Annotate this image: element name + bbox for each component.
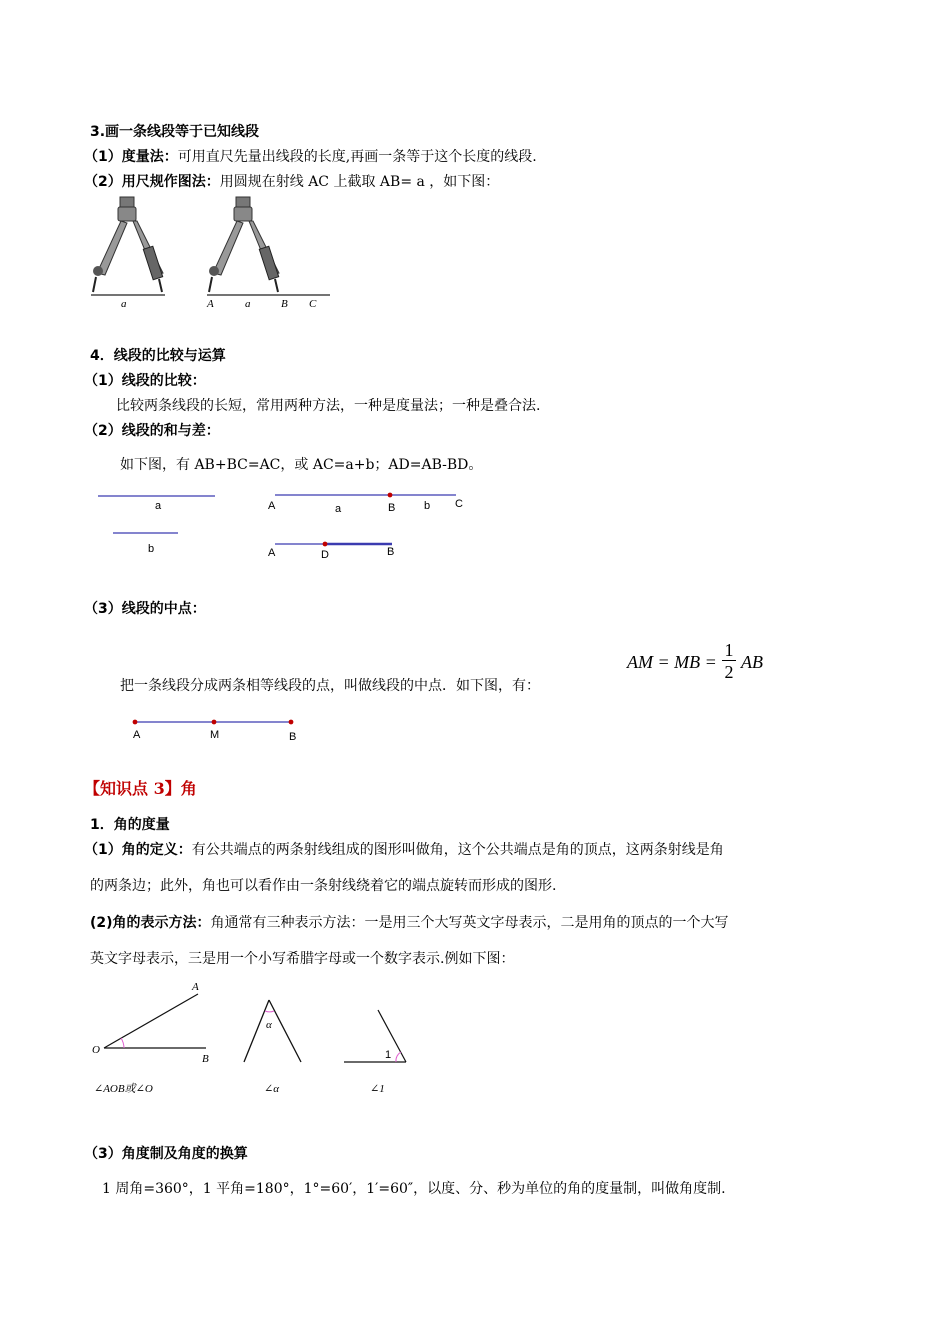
mid-label-M: M bbox=[210, 729, 220, 741]
fig-right-label-B: B bbox=[281, 298, 288, 310]
angle-definition-label: （1）角的定义： bbox=[84, 842, 192, 858]
formula-right: AB bbox=[741, 652, 763, 672]
point-M bbox=[212, 720, 217, 725]
sub-compare-text: 比较两条线段的长短，常用两种方法，一种是度量法；一种是叠合法. bbox=[116, 398, 541, 414]
line1-label-C: C bbox=[455, 498, 463, 510]
line2-label-B: B bbox=[387, 546, 395, 558]
line2-label-A: A bbox=[268, 547, 276, 559]
formula-left: AM = MB = bbox=[627, 652, 717, 672]
formula-numerator: 1 bbox=[724, 640, 734, 660]
fig3-label-1: 1 bbox=[385, 1049, 392, 1061]
sub-compare-label: （1）线段的比较： bbox=[84, 373, 206, 389]
angle-representation-text-1: 角通常有三种表示方法：一是用三个大写英文字母表示，二是用角的顶点的一个大写 bbox=[210, 915, 729, 931]
midpoint-figure bbox=[128, 715, 328, 745]
section-3-title: 3.画一条线段等于已知线段 bbox=[90, 124, 260, 140]
fig-right-label-a: a bbox=[245, 298, 251, 310]
fig1-caption: ∠AOB或∠O bbox=[94, 1083, 153, 1095]
item-compass bbox=[84, 171, 499, 191]
line1-label-A: A bbox=[268, 500, 276, 512]
sub-sum-label: （2）线段的和与差： bbox=[84, 423, 220, 439]
fig1-label-B: B bbox=[202, 1053, 209, 1065]
point-B bbox=[289, 720, 294, 725]
arc-AOB bbox=[121, 1038, 124, 1048]
fig1-label-A: A bbox=[192, 981, 199, 993]
item-compass-text: 用圆规在射线 AC 上截取 AB= a ，如下图： bbox=[219, 174, 500, 190]
angle-unit-text: 1 周角=360°，1 平角=180°，1°=60′，1′=60″，以度、分、秒为单位的角的度量制，叫做角度制. bbox=[102, 1181, 726, 1197]
fig2-label-alpha: α bbox=[266, 1019, 272, 1031]
formula-fraction bbox=[722, 640, 736, 683]
angle-unit-label: （3）角度制及角度的换算 bbox=[84, 1146, 248, 1162]
fig3-caption: ∠1 bbox=[370, 1083, 385, 1095]
segment-b-label: b bbox=[148, 543, 155, 555]
point-D bbox=[323, 542, 328, 547]
line1-label-b: b bbox=[424, 500, 431, 512]
angle-figures bbox=[88, 978, 428, 1098]
section-4-title: 4．线段的比较与运算 bbox=[90, 348, 226, 364]
angle-representation-label: (2)角的表示方法： bbox=[90, 915, 211, 931]
arc-1 bbox=[396, 1052, 401, 1062]
item-compass-label: （2）用尺规作图法： bbox=[84, 174, 220, 190]
item-measure-label: （1）度量法： bbox=[84, 149, 178, 165]
fig2-caption: ∠α bbox=[264, 1083, 279, 1095]
compass-left-icon bbox=[91, 197, 165, 295]
mid-label-B: B bbox=[289, 731, 297, 743]
line1-label-B: B bbox=[388, 502, 396, 514]
sub-sum-text: 如下图，有 AB+BC=AC，或 AC=a+b；AD=AB-BD。 bbox=[120, 457, 483, 473]
arc-alpha bbox=[265, 1011, 274, 1012]
angle-representation-text-2: 英文字母表示，三是用一个小写希腊字母或一个数字表示.例如下图： bbox=[90, 951, 515, 967]
segment-sum-figure bbox=[90, 485, 490, 565]
fig-right-label-A: A bbox=[207, 298, 214, 310]
formula-denominator: 2 bbox=[724, 662, 734, 682]
point-A bbox=[133, 720, 138, 725]
line1-label-a: a bbox=[335, 503, 342, 515]
segment-a-label: a bbox=[155, 500, 162, 512]
angle-measure-title: 1．角的度量 bbox=[90, 817, 170, 833]
ray-alpha-left bbox=[244, 1000, 269, 1062]
ray-alpha-right bbox=[269, 1000, 301, 1062]
midpoint-formula bbox=[627, 652, 717, 673]
angle-definition-text-2: 的两条边；此外，角也可以看作由一条射线绕着它的端点旋转而形成的图形. bbox=[90, 878, 557, 894]
sub-midpoint-text: 把一条线段分成两条相等线段的点，叫做线段的中点．如下图，有： bbox=[120, 678, 540, 694]
compass-right-icon bbox=[207, 197, 330, 295]
ray-1-slant bbox=[378, 1010, 406, 1062]
point-B bbox=[388, 493, 393, 498]
fig-right-label-C: C bbox=[309, 298, 317, 310]
ray-OA bbox=[104, 994, 198, 1048]
fig-left-label-a: a bbox=[121, 298, 127, 310]
compass-figure bbox=[85, 195, 345, 310]
item-measure bbox=[84, 146, 537, 166]
line2-label-D: D bbox=[321, 549, 329, 561]
item-measure-text: 可用直尺先量出线段的长度,再画一条等于这个长度的线段. bbox=[177, 149, 537, 165]
mid-label-A: A bbox=[133, 729, 141, 741]
fig1-label-O: O bbox=[92, 1044, 100, 1056]
angle-definition-text-1: 有公共端点的两条射线组成的图形叫做角，这个公共端点是角的顶点，这两条射线是角 bbox=[191, 842, 724, 858]
angle-definition bbox=[84, 839, 724, 859]
angle-representation bbox=[90, 912, 729, 932]
sub-midpoint-label: （3）线段的中点： bbox=[84, 601, 206, 617]
knowledge-point-3-header: 【知识点 3】角 bbox=[84, 779, 197, 798]
